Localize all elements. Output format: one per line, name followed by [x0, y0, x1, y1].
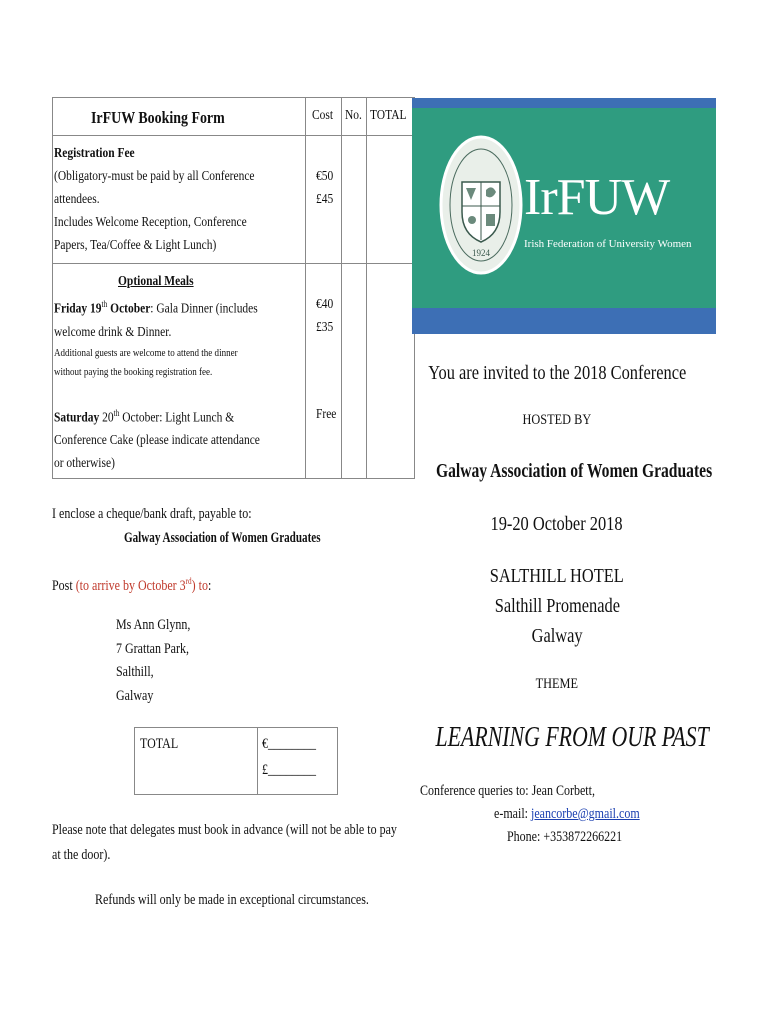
irfuw-wordmark: IrFUW	[524, 169, 670, 226]
guest-note-2: without paying the booking registration fee.	[54, 365, 213, 378]
optional-meals-cell	[53, 264, 306, 479]
registration-heading: Registration Fee	[54, 146, 135, 161]
invited-text: You are invited to the 2018 Conference	[428, 362, 686, 384]
saturday-line-2: Conference Cake (please indicate attendance	[54, 433, 260, 449]
cost-header: Cost	[312, 108, 334, 123]
phone-wrap	[507, 829, 651, 846]
registration-line: Includes Welcome Reception, Conference	[54, 215, 247, 230]
invited-line	[397, 362, 717, 385]
friday-line-2: welcome drink & Dinner.	[54, 324, 172, 340]
registration-line: (Obligatory-must be paid by all Conference	[54, 169, 255, 184]
refunds-note: Refunds will only be made in exceptional circumstances.	[95, 892, 369, 908]
post-sup: rd	[185, 576, 192, 586]
registration-cost-pound: £45	[316, 192, 334, 207]
email-link[interactable]: jeancorbe@gmail.com	[530, 806, 640, 822]
friday-month: October	[107, 301, 151, 317]
optional-meals-heading: Optional Meals	[118, 274, 194, 289]
irfuw-logo-banner	[412, 98, 716, 334]
total-euro-field[interactable]: €________	[262, 736, 316, 752]
host-name: Galway Association of Women Graduates	[435, 460, 713, 482]
address-block	[116, 614, 209, 708]
address-line: 7 Grattan Park,	[116, 640, 189, 657]
booking-table	[52, 97, 415, 479]
queries-wrap	[420, 783, 639, 800]
guest-note-1: Additional guests are welcome to attend the dinner	[54, 346, 238, 359]
registration-no-cell[interactable]	[341, 136, 366, 264]
total-box-divider	[257, 728, 258, 794]
post-close: ) to	[191, 578, 208, 594]
total-header-cell	[366, 98, 415, 136]
dates-line	[397, 513, 717, 536]
venue-name: SALTHILL HOTEL	[489, 565, 625, 587]
email-label: e-mail:	[494, 806, 531, 822]
saturday-sup: th	[113, 407, 120, 418]
advance-note-line-1: Please note that delegates must book in advance (will not be able to pay	[52, 822, 397, 838]
total-pound-field[interactable]: £________	[262, 762, 316, 778]
friday-day: Friday 19	[54, 301, 102, 317]
registration-line: Papers, Tea/Coffee & Light Lunch)	[54, 238, 217, 253]
theme-label-line	[397, 676, 717, 693]
address-line: Ms Ann Glynn,	[116, 617, 191, 633]
payee-name: Galway Association of Women Graduates	[124, 530, 321, 546]
table-title-cell	[53, 98, 306, 136]
venue-street: Salthill Promenade	[494, 595, 620, 617]
registration-cell	[53, 136, 306, 264]
booking-form-title: IrFUW Booking Form	[91, 108, 225, 127]
banner-top-band	[412, 98, 716, 108]
refunds-wrap	[95, 892, 437, 909]
saturday-line	[54, 402, 260, 430]
seal-icon	[438, 130, 524, 280]
theme-line	[397, 722, 717, 754]
host-line	[397, 460, 717, 483]
registration-cost-cell	[306, 136, 342, 264]
venue-line-2	[397, 595, 717, 618]
total-header: TOTAL	[369, 108, 407, 123]
enclose-text-wrap	[52, 506, 301, 523]
irfuw-subtitle: Irish Federation of University Women	[524, 238, 692, 250]
post-colon: :	[207, 578, 212, 594]
no-header: No.	[344, 108, 362, 123]
hosted-by-text: HOSTED BY	[522, 412, 592, 428]
saturday-desc: October: Light Lunch &	[119, 410, 235, 426]
total-label: TOTAL	[140, 736, 179, 752]
address-line: Salthill,	[116, 664, 154, 680]
venue-line-1	[397, 565, 717, 588]
post-line-wrap	[52, 576, 251, 595]
queries-text: Conference queries to: Jean Corbett,	[420, 783, 595, 799]
saturday-cost: Free	[316, 407, 337, 422]
payee-wrap	[124, 530, 390, 547]
banner-bottom-band	[412, 308, 716, 334]
post-deadline: (to arrive by October 3	[75, 578, 186, 594]
email-wrap	[494, 806, 676, 823]
friday-desc: : Gala Dinner (includes	[150, 301, 258, 317]
registration-line: attendees.	[54, 192, 100, 207]
optional-cost-cell	[306, 264, 342, 479]
address-line: Galway	[116, 687, 154, 704]
no-header-cell	[341, 98, 366, 136]
enclose-text: I enclose a cheque/bank draft, payable to:	[52, 506, 252, 522]
friday-cost-euro: €40	[316, 297, 334, 312]
saturday-date: 20	[99, 410, 114, 426]
cost-header-cell	[306, 98, 342, 136]
conference-dates: 19-20 October 2018	[490, 513, 624, 535]
post-prefix: Post	[52, 578, 76, 594]
advance-note-line-2: at the door).	[52, 847, 111, 863]
theme-label: THEME	[535, 676, 579, 692]
saturday-day: Saturday	[54, 410, 100, 426]
phone-text: Phone: +353872266221	[507, 829, 623, 845]
registration-cost-euro: €50	[316, 169, 334, 184]
registration-total-cell[interactable]	[366, 136, 415, 264]
friday-sup: th	[101, 299, 108, 309]
theme-title: LEARNING FROM OUR PAST	[435, 722, 709, 753]
advance-note	[52, 818, 483, 868]
saturday-line-3: or otherwise)	[54, 456, 115, 472]
seal-year: 1924	[472, 248, 490, 258]
friday-cost-pound: £35	[316, 320, 334, 335]
venue-city: Galway	[531, 625, 583, 647]
total-box	[134, 727, 338, 795]
hosted-by-line	[397, 412, 717, 429]
venue-line-3	[397, 625, 717, 648]
post-line	[52, 576, 211, 595]
email-line	[494, 806, 640, 823]
friday-line	[54, 293, 260, 321]
optional-no-cell[interactable]	[341, 264, 366, 479]
